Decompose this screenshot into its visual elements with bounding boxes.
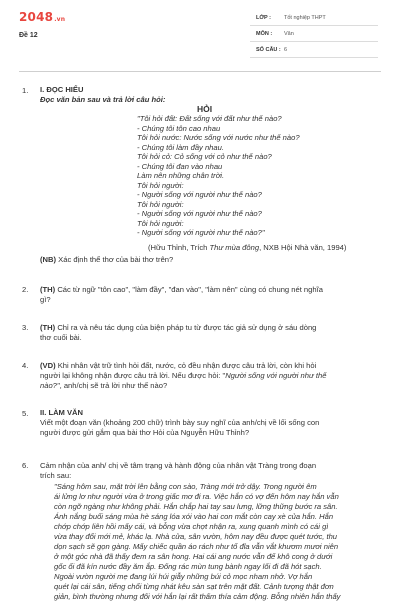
poem-line: "Tôi hỏi đất: Đất sống với đất như thế nào?: [137, 114, 282, 123]
excerpt-line: vừa thay đổi mới mẻ, khác lạ. Nhà cửa, sân vườn, hôm nay đều được quét tước, thu: [54, 532, 338, 541]
meta-row-grade: [250, 12, 378, 26]
site-logo[interactable]: 2048.vn: [19, 10, 66, 24]
meta-value: Văn: [284, 31, 294, 37]
question-number: 2.: [22, 285, 29, 294]
poem-title: HỎI: [197, 104, 213, 114]
meta-value: 6: [284, 47, 288, 53]
excerpt-line: ái lửng lơ như người vừa ở trong giấc mơ đi ra. Việc hắn có vợ đến hôm nay hắn vẫn: [54, 492, 339, 501]
excerpt-line: giản, bình thường nhưng đối với hắn lại rất thấm thía cảm động. Bỗng nhiên hắn thấy: [54, 592, 341, 601]
meta-row-count: [250, 44, 378, 58]
meta-key: SỐ CÂU :: [256, 47, 281, 53]
question-number: 3.: [22, 323, 29, 332]
poem-line: Tôi hỏi người:: [137, 180, 184, 190]
meta-value: Tốt nghiệp THPT: [284, 15, 326, 21]
question-number: 1.: [22, 86, 29, 95]
excerpt-line: quét lại cái sân, tiếng chổi từng nhát kêu sàn sạt trên mặt đất. Cảnh tượng thật đơn: [54, 582, 334, 591]
poem-line: - Người sống với người như thế nào?": [137, 228, 265, 237]
header-divider: [19, 71, 381, 72]
poem-line: Tôi hỏi nước: Nước sống với nước như thế nào?: [137, 133, 300, 142]
poem-line: Tôi hỏi cỏ: Cỏ sống với cỏ như thế nào?: [137, 152, 272, 161]
question-text: (TH) Chỉ ra và nêu tác dụng của biện pháp tu từ được tác giả sử dụng ở sáu dòng thơ cuối bài.: [40, 323, 317, 342]
question-number: 6.: [22, 461, 29, 470]
exam-code: Đề 12: [19, 32, 38, 39]
poem-line: Tôi hỏi người:: [137, 218, 184, 228]
excerpt-passage: [54, 482, 384, 602]
poem-line: - Chúng tôi đan vào nhau: [137, 161, 223, 171]
question-text: Viết một đoạn văn (khoảng 200 chữ) trình bày suy nghĩ của anh/chị về lối sống con người được gửi gắm qua bài thơ Hỏi của Nguyễn Hữu Thỉnh?: [40, 418, 320, 437]
excerpt-line: ở một góc nhà đã thấy đem ra sân hong. Hai cái ang nước vẫn để khô cong ở dưới: [54, 552, 333, 561]
poem-line: - Chúng tôi làm đầy nhau.: [137, 142, 224, 152]
question-number: 5.: [22, 409, 29, 418]
excerpt-line: Ánh nắng buổi sáng mùa hè sáng lóa xói vào hai con mắt còn cay xè của hắn. Hắn: [54, 512, 334, 521]
meta-key: MÔN :: [256, 31, 273, 37]
question-text: (NB) Xác định thể thơ của bài thơ trên?: [40, 255, 174, 264]
meta-row-subject: [250, 28, 378, 42]
question-text: Cảm nhận của anh/ chị về tâm trạng và hành động của nhân vật Tràng trong đoạn trích sau:: [40, 461, 317, 480]
question-text: (TH) Các từ ngữ "tôn cao", "làm đầy", "đan vào", "làm nên" cùng có chung nét nghĩa gì?: [40, 285, 323, 304]
excerpt-line: Ngoài vườn người mẹ đang lúi húi giẫy những búi cỏ mọc nham nhở. Vợ hắn: [54, 572, 313, 581]
poem-source: (Hữu Thỉnh, Trích Thư mùa đông, NXB Hội Nhà văn, 1994): [148, 243, 347, 252]
question-number: 4.: [22, 361, 29, 370]
header: [0, 0, 400, 62]
excerpt-line: gốc ổi đã kín nước đầy ăm ắp. Đống rác mùn tung bành ngay lối đi đã hót sạch.: [54, 562, 322, 571]
question-text: (VD) Khi nhân vật trữ tình hỏi đất, nước, cỏ đều nhận được câu trả lời, còn khi hỏi người lại không nhận được câu trả lời. Nếu được hỏi: "Người sống với người như thế nào?", anh/chị sẽ trả lời như thế nào?: [40, 361, 327, 390]
excerpt-line: chớp chớp liên hồi mấy cái, và bỗng vừa chợt nhận ra, xung quanh mình có cái gì: [54, 522, 329, 531]
poem-line: - Chúng tôi tôn cao nhau: [137, 123, 221, 133]
poem-line: - Người sống với người như thế nào?: [137, 190, 262, 199]
exam-meta-table: [250, 12, 378, 60]
meta-key: LỚP :: [256, 15, 271, 21]
poem-line: Làm nên những chân trời.: [137, 171, 225, 180]
excerpt-line: dọn sạch sẽ gọn gàng. Mấy chiếc quần áo rách như tổ đỉa vẫn vắt khươm mươi niên: [54, 542, 339, 551]
section-heading-reading: I. ĐỌC HIỂU: [40, 85, 84, 94]
excerpt-line: "Sáng hôm sau, mặt trời lên bằng con sào, Tràng mới trở dậy. Trong người êm: [54, 482, 317, 491]
poem-body: [137, 114, 300, 238]
poem-line: Tôi hỏi người:: [137, 199, 184, 209]
poem-line: - Người sống với người như thế nào?: [137, 209, 262, 218]
reading-instruction: Đọc văn bản sau và trả lời câu hỏi:: [40, 95, 166, 104]
section-heading-writing: II. LÀM VĂN: [40, 408, 84, 417]
excerpt-line: còn ngỡ ngàng như không phải. Hắn chắp hai tay sau lưng, lững thững bước ra sân.: [54, 502, 338, 511]
